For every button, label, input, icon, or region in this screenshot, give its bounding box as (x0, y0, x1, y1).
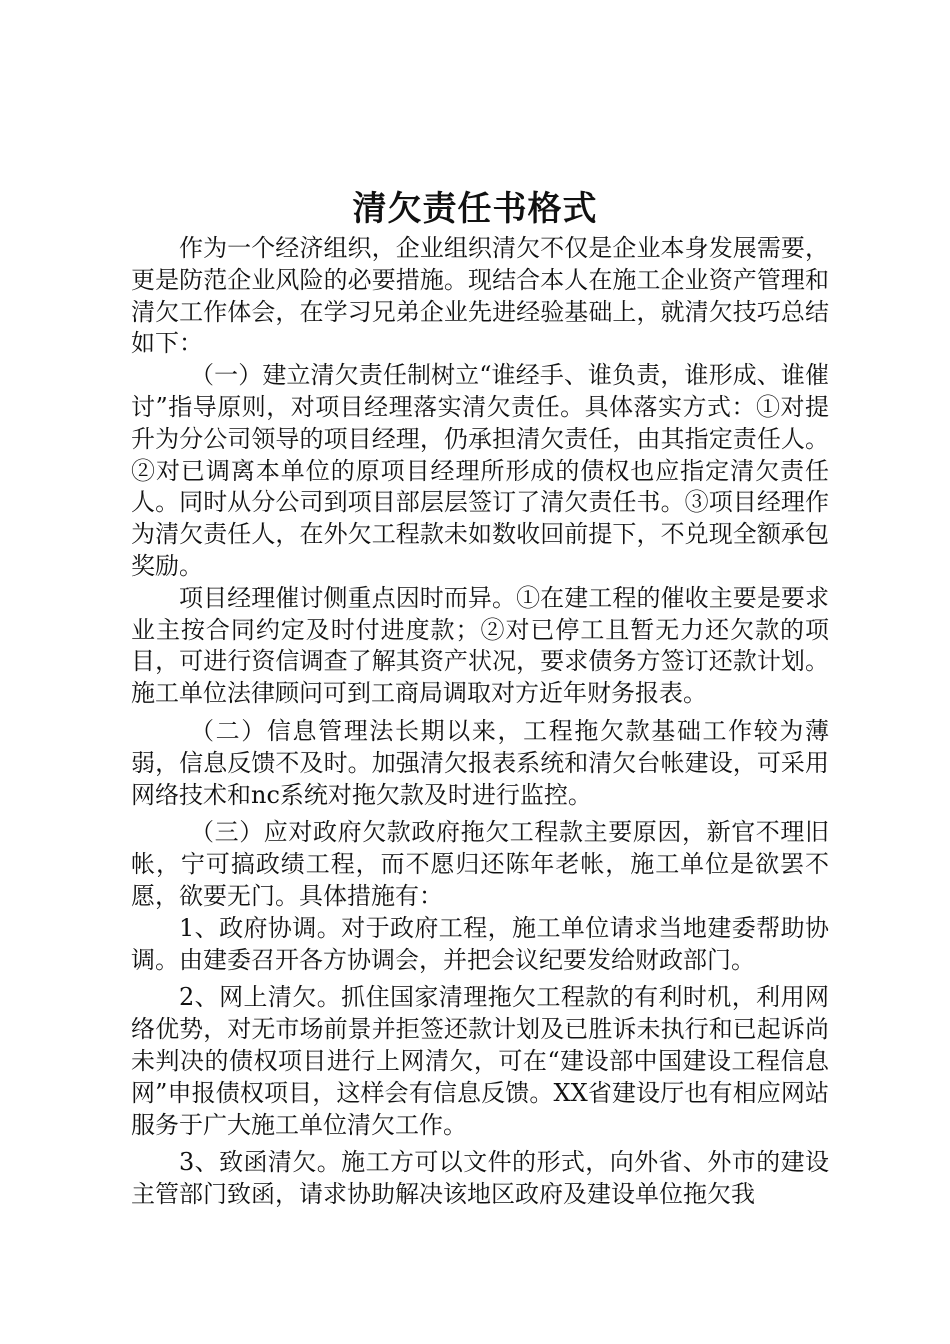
paragraph-section-1-followup: 项目经理催讨侧重点因时而异。①在建工程的催收主要是要求业主按合同约定及时付进度款；②对已停工且暂无力还欠款的项目，可进行资信调查了解其资产状况，要求债务方签订还款计划。施工单位法律顾问可到工商局调取对方近年财务报表。 (131, 583, 829, 708)
paragraph-measure-2: 2、网上清欠。抓住国家清理拖欠工程款的有利时机，利用网络优势，对无市场前景并拒签还款计划及已胜诉未执行和已起诉尚未判决的债权项目进行上网清欠，可在“建设部中国建设工程信息网”申报债权项目，这样会有信息反馈。XX省建设厅也有相应网站服务于广大施工单位清欠工作。 (131, 983, 829, 1139)
paragraph-measure-3: 3、致函清欠。施工方可以文件的形式，向外省、外市的建设主管部门致函，请求协助解决该地区政府及建设单位拖欠我 (131, 1148, 829, 1209)
paragraph-section-3: （三）应对政府欠款政府拖欠工程款主要原因，新官不理旧帐，宁可搞政绩工程，而不愿归还陈年老帐，施工单位是欲罢不愿，欲要无门。具体措施有： (131, 818, 829, 910)
paragraph-section-1: （一）建立清欠责任制树立“谁经手、谁负责，谁形成、谁催讨”指导原则，对项目经理落实清欠责任。具体落实方式：①对提升为分公司领导的项目经理，仍承担清欠责任，由其指定责任人。②对已调离本单位的原项目经理所形成的债权也应指定清欠责任人。同时从分公司到项目部层层签订了清欠责任书。③项目经理作为清欠责任人，在外欠工程款未如数收回前提下，不兑现全额承包奖励。 (131, 361, 829, 580)
paragraph-intro: 作为一个经济组织，企业组织清欠不仅是企业本身发展需要，更是防范企业风险的必要措施。现结合本人在施工企业资产管理和清欠工作体会，在学习兄弟企业先进经验基础上，就清欠技巧总结如下： (131, 234, 829, 358)
paragraph-measure-1: 1、政府协调。对于政府工程，施工单位请求当地建委帮助协调。由建委召开各方协调会，并把会议纪要发给财政部门。 (131, 913, 829, 974)
paragraph-section-2: （二）信息管理法长期以来，工程拖欠款基础工作较为薄弱，信息反馈不及时。加强清欠报表系统和清欠台帐建设，可采用网络技术和nc系统对拖欠款及时进行监控。 (131, 716, 829, 809)
document-title: 清欠责任书格式 (352, 189, 598, 229)
document-body (131, 233, 829, 1211)
